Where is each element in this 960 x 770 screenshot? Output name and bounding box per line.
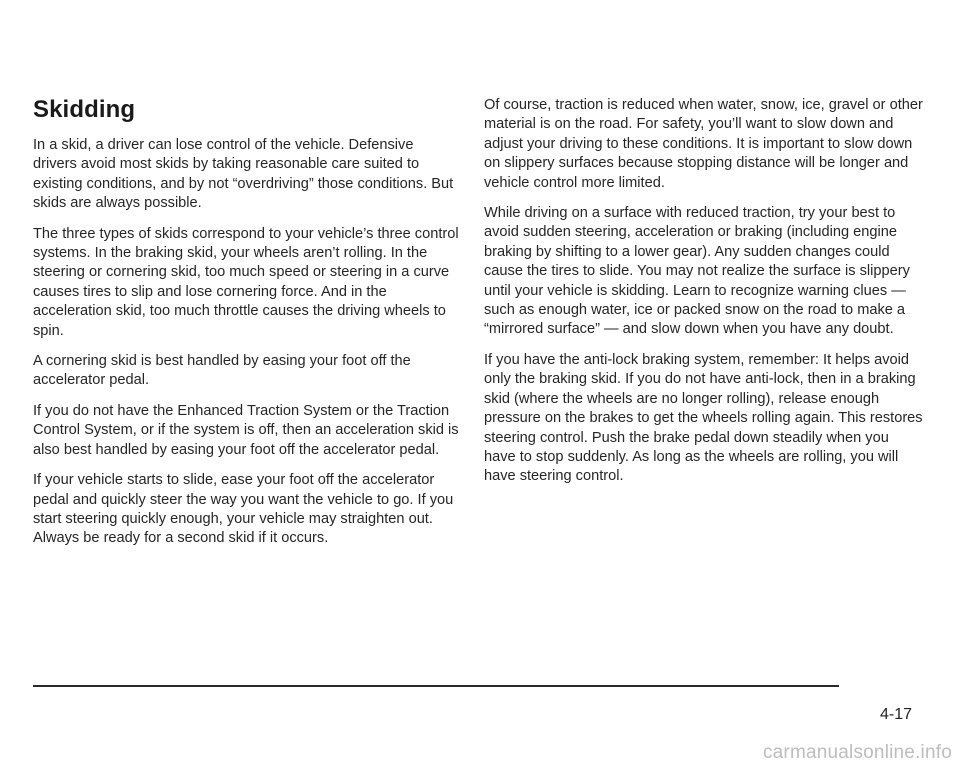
paragraph: In a skid, a driver can lose control of the vehicle. Defensive drivers avoid most skids by taking reasonable care suited to existing conditions, and by not “overdriving” those conditions. But skids are always possible. <box>33 137 454 212</box>
watermark-text: carmanualsonline.info <box>762 742 952 763</box>
left-paragraphs <box>33 136 461 549</box>
paragraph: If your vehicle starts to slide, ease your foot off the accelerator pedal and quickly steer the way you want the vehicle to go. If you start steering quickly enough, your vehicle may straighten out. Always be ready for a second skid if it occurs. <box>33 472 454 547</box>
left-column <box>33 96 461 560</box>
paragraph: If you do not have the Enhanced Traction System or the Traction Control System, or if the system is off, then an acceleration skid is also best handled by easing your foot off the accelerator pedal. <box>33 402 459 458</box>
paragraph: While driving on a surface with reduced traction, try your best to avoid sudden steering, acceleration or braking (including engine braking by shifting to a lower gear). Any sudden changes could cause the tires to slide. You may not realize the surface is slippery until your vehicle is skidding. Learn to recognize warning clues — such as enough water, ice or packed snow on the road to make a “mirrored surface” — and slow down when you have any doubt. <box>484 205 910 338</box>
paragraph: Of course, traction is reduced when water, snow, ice, gravel or other material is on the road. For safety, you’ll want to slow down and adjust your driving to these conditions. It is important to slow down on slippery surfaces because stopping distance will be longer and vehicle control more limited. <box>484 97 923 191</box>
footer-divider <box>33 685 839 687</box>
paragraph: If you have the anti-lock braking system, remember: It helps avoid only the braking skid. If you do not have anti-lock, then in a braking skid (where the wheels are no longer rolling), release enough pressure on the brakes to get the wheels rolling again. This restores steering control. Push the brake pedal down steadily when you have to stop suddenly. As long as the wheels are rolling, you will have steering control. <box>484 351 923 485</box>
page-number: 4-17 <box>880 706 913 723</box>
paragraph: A cornering skid is best handled by easing your foot off the accelerator pedal. <box>33 353 411 389</box>
section-title: Skidding <box>33 96 136 123</box>
paragraph: The three types of skids correspond to your vehicle’s three control systems. In the braking skid, your wheels aren’t rolling. In the steering or cornering skid, too much speed or steering in a curve causes tires to slip and lose cornering force. And in the acceleration skid, too much throttle causes the driving wheels to spin. <box>33 225 459 339</box>
right-column <box>484 96 924 498</box>
